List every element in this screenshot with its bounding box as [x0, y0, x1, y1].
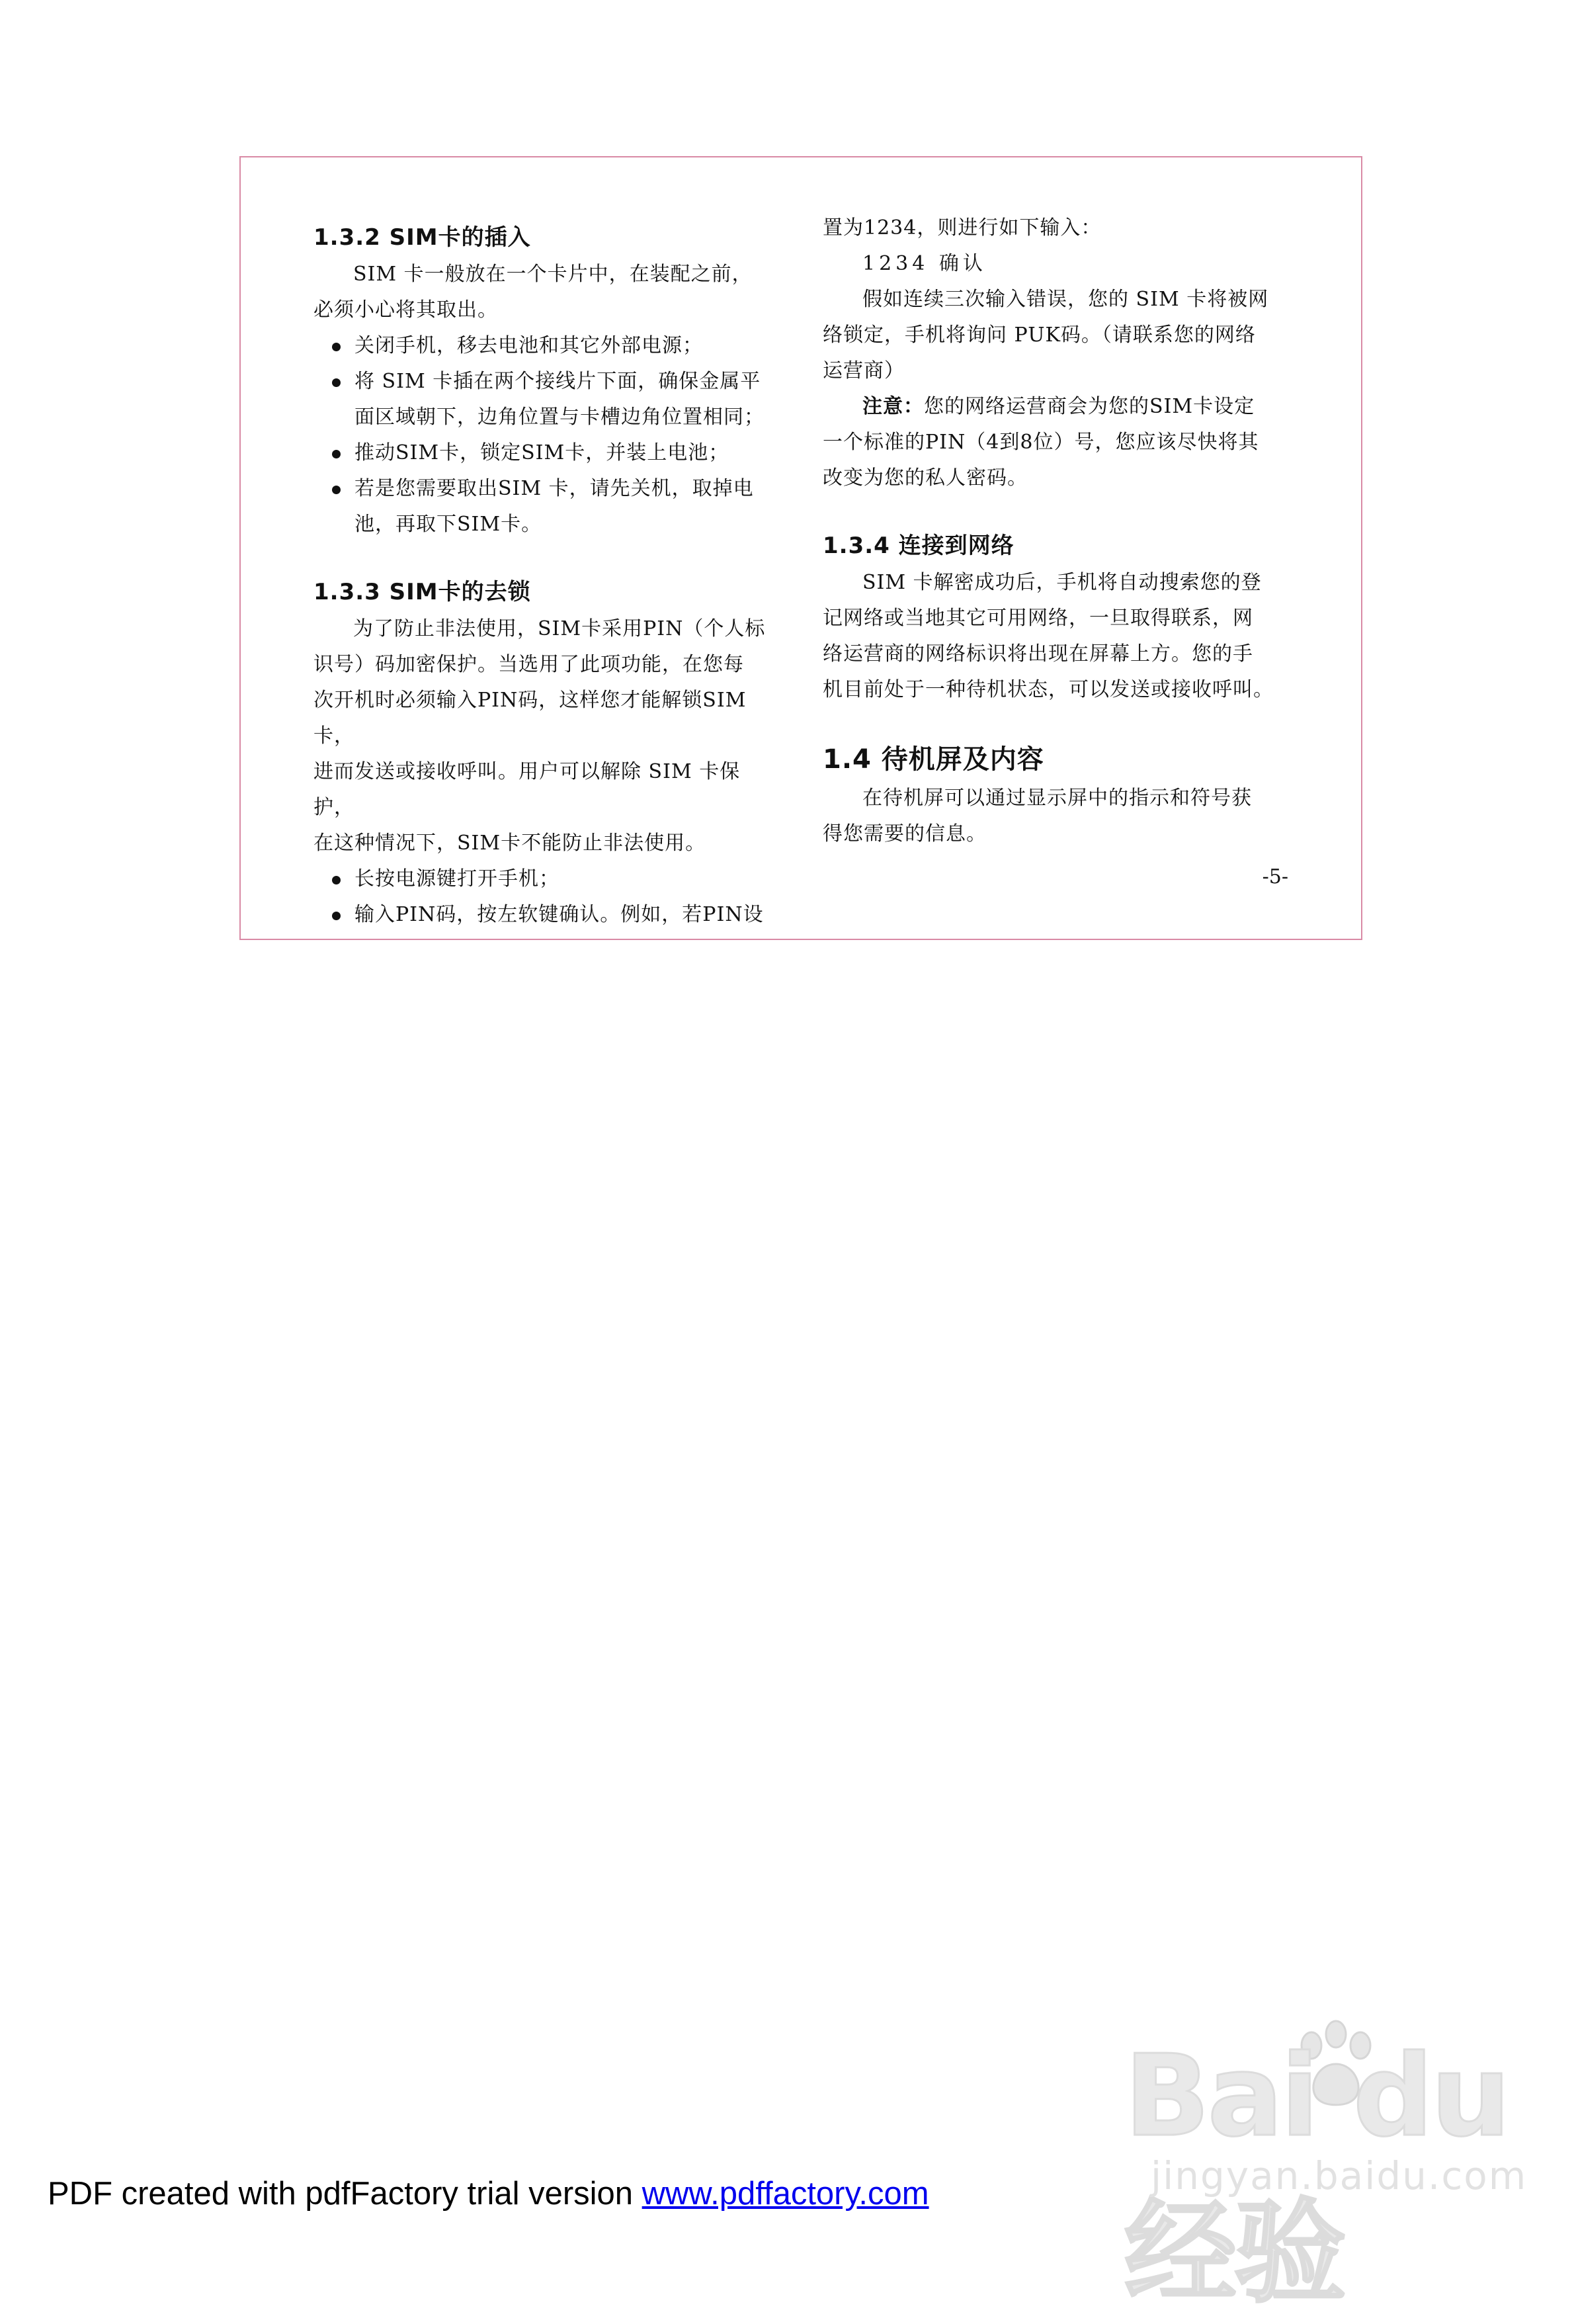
page-frame: [239, 156, 1362, 940]
note-line: 注意：您的网络运营商会为您的SIM卡设定: [862, 395, 1255, 418]
spacer: [823, 496, 1286, 527]
bullet-list: [313, 328, 776, 542]
note-line: 一个标准的PIN（4到8位）号，您应该尽快将其: [823, 431, 1259, 454]
paragraph-line: SIM 卡解密成功后，手机将自动搜索您的登: [862, 571, 1262, 594]
right-column: [823, 210, 1286, 852]
left-column: [313, 218, 776, 933]
page-number: -5-: [1262, 865, 1288, 888]
paragraph-line: 识号）码加密保护。当选用了此项功能，在您每: [313, 653, 744, 676]
section-heading-1-3-2: 1.3.2 SIM卡的插入: [313, 224, 531, 251]
bullet-list: [313, 861, 776, 933]
list-item: 若是您需要取出SIM 卡，请先关机，取掉电 池，再取下SIM卡。: [313, 471, 776, 542]
paragraph-line: 为了防止非法使用，SIM卡采用PIN（个人标: [353, 617, 766, 640]
spacer: [313, 542, 776, 573]
list-item: 关闭手机，移去电池和其它外部电源；: [313, 328, 776, 364]
spacer: [823, 708, 1286, 738]
paragraph-line: 记网络或当地其它可用网络，一旦取得联系，网: [823, 607, 1253, 630]
baidu-jingyan-watermark: [1124, 2018, 1528, 2319]
paragraph-line: 置为1234，则进行如下输入：: [823, 216, 1102, 239]
paragraph-line: 得您需要的信息。: [823, 822, 987, 845]
paragraph-line: 络锁定，手机将询问 PUK码。（请联系您的网络: [823, 323, 1256, 347]
watermark-brand: Bai du 经验: [1124, 2031, 1509, 2319]
section-heading-1-3-3: 1.3.3 SIM卡的去锁: [313, 579, 531, 605]
paragraph-line: 进而发送或接收呼叫。用户可以解除 SIM 卡保护，: [313, 760, 741, 819]
input-example: 1234 确认: [862, 252, 987, 275]
note-line: 改变为您的私人密码。: [823, 466, 1028, 490]
paragraph-line: 必须小心将其取出。: [313, 298, 498, 322]
pdf-footer: [48, 2175, 929, 2212]
pdffactory-link[interactable]: www.pdffactory.com: [642, 2176, 929, 2212]
paragraph-line: 络运营商的网络标识将出现在屏幕上方。您的手: [823, 642, 1253, 666]
watermark-url: jingyan.baidu.com: [1151, 2153, 1528, 2198]
section-heading-1-4: 1.4 待机屏及内容: [823, 744, 1044, 775]
list-item: 推动SIM卡，锁定SIM卡，并装上电池；: [313, 435, 776, 471]
paragraph-line: 假如连续三次输入错误，您的 SIM 卡将被网: [862, 288, 1269, 311]
paragraph-line: 在这种情况下，SIM卡不能防止非法使用。: [313, 832, 706, 855]
list-item: 长按电源键打开手机；: [313, 861, 776, 897]
list-item: 输入PIN码，按左软键确认。例如，若PIN设: [313, 897, 776, 933]
paragraph-line: 在待机屏可以通过显示屏中的指示和符号获: [862, 787, 1252, 810]
paragraph-line: 机目前处于一种待机状态，可以发送或接收呼叫。: [823, 678, 1274, 701]
section-heading-1-3-4: 1.3.4 连接到网络: [823, 533, 1015, 559]
list-item: 将 SIM 卡插在两个接线片下面，确保金属平 面区域朝下，边角位置与卡槽边角位置相同；: [313, 364, 776, 435]
paragraph-line: 运营商）: [823, 359, 905, 382]
note-label: 注意：: [862, 395, 924, 418]
paragraph-line: SIM 卡一般放在一个卡片中，在装配之前，: [353, 263, 753, 286]
footer-text: PDF created with pdfFactory trial version: [48, 2176, 642, 2212]
paragraph-line: 次开机时必须输入PIN码，这样您才能解锁SIM卡，: [313, 689, 747, 748]
